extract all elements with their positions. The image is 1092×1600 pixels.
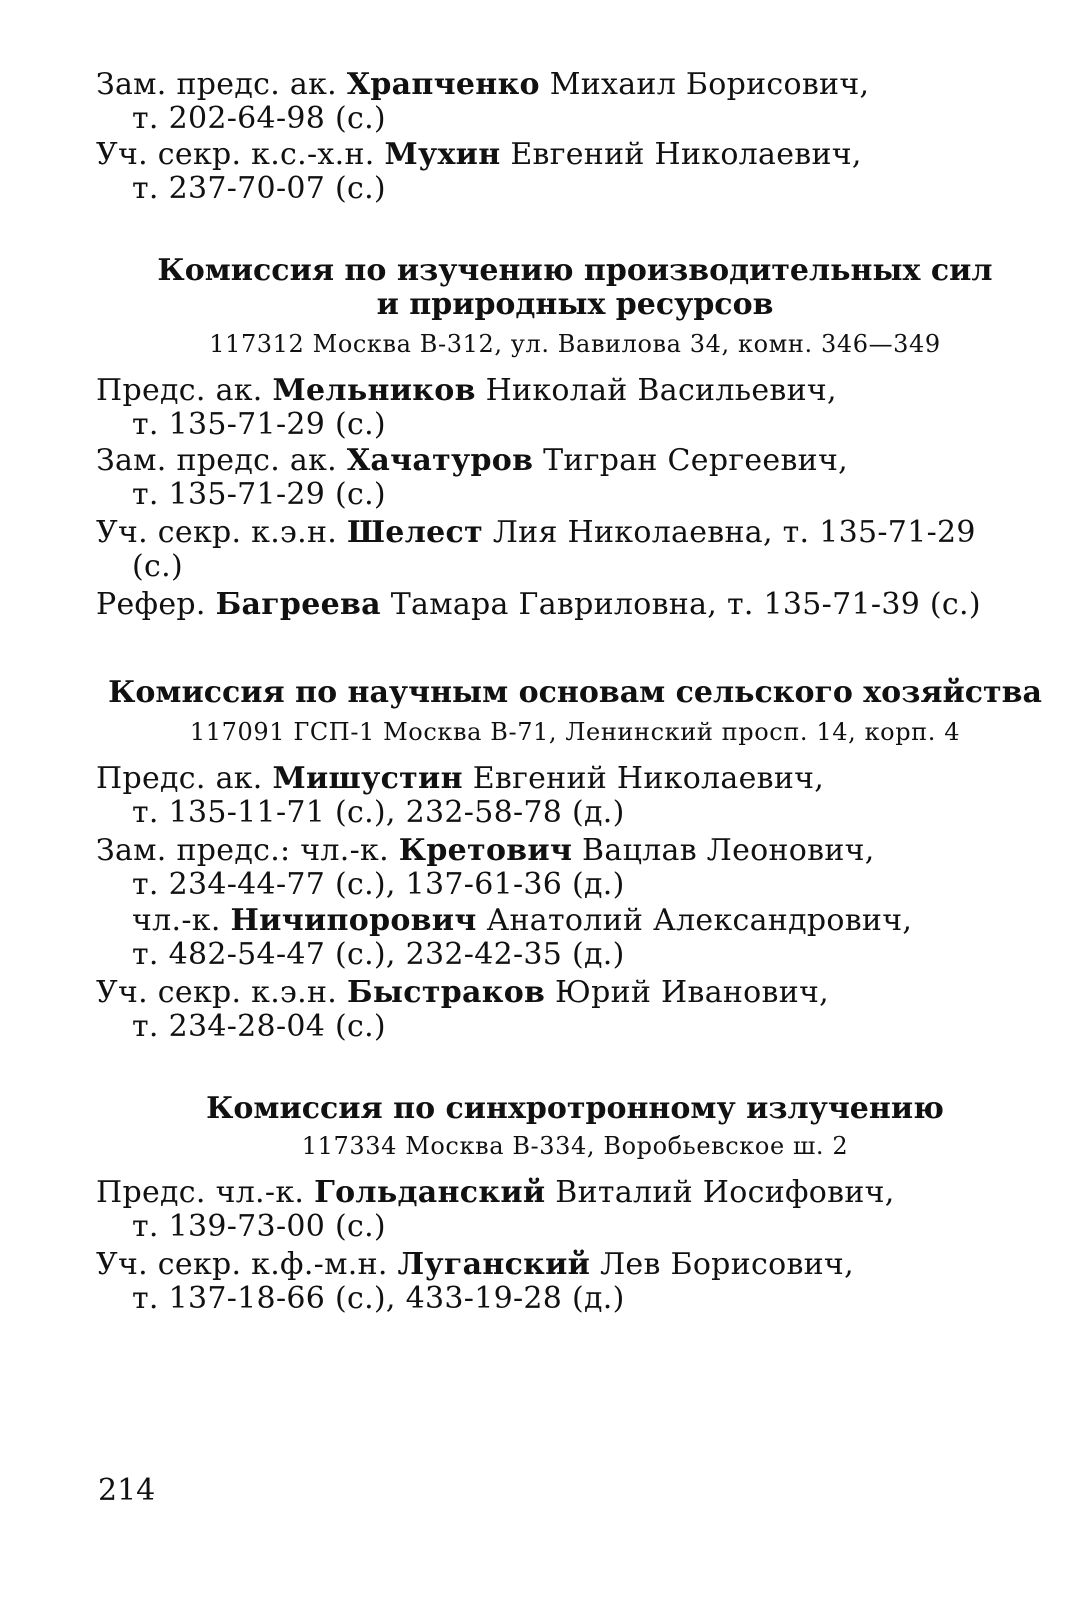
entry-name: Анатолий Александрович,	[486, 903, 913, 938]
entry-khrapchenko	[96, 68, 1056, 136]
entry-prefix: Уч. секр. к.с.-х.н.	[96, 137, 375, 172]
entry-prefix: Предс. чл.-к.	[96, 1175, 305, 1210]
entry-name: Лия Николаевна, т. 135-71-29	[492, 515, 976, 550]
entry-surname: Кретович	[398, 833, 573, 868]
entry-name: Михаил Борисович,	[549, 67, 870, 102]
entry-lugansky	[96, 1248, 1056, 1316]
section-address: 117334 Москва В-334, Воробьевское ш. 2	[301, 1132, 849, 1160]
entry-name: Вацлав Леонович,	[582, 833, 875, 868]
entry-name: Николай Васильевич,	[485, 373, 837, 408]
entry-surname: Мишустин	[272, 761, 463, 796]
page-number: 214	[98, 1473, 156, 1508]
entry-goldansky	[96, 1176, 1056, 1244]
entry-mukhin	[96, 138, 1056, 206]
section-heading-agriculture: Комиссия по научным основам сельского хозяйства	[108, 675, 1042, 710]
entry-surname: Мухин	[384, 137, 501, 172]
entry-phone: т. 135-11-71 (с.), 232-58-78 (д.)	[132, 795, 625, 830]
entry-phone: т. 234-44-77 (с.), 137-61-36 (д.)	[132, 867, 625, 902]
entry-surname: Быстраков	[346, 975, 546, 1010]
entry-surname: Мельников	[272, 373, 476, 408]
entry-phone: т. 482-54-47 (с.), 232-42-35 (д.)	[132, 937, 625, 972]
entry-prefix: Уч. секр. к.ф.-м.н.	[96, 1247, 388, 1282]
entry-name: Тамара Гавриловна, т. 135-71-39 (с.)	[390, 587, 981, 622]
entry-surname: Луганский	[397, 1247, 591, 1282]
entry-nichiporovich	[132, 904, 1056, 972]
entry-prefix: Зам. предс.: чл.-к.	[96, 833, 389, 868]
entry-prefix: Предс. ак.	[96, 761, 263, 796]
entry-prefix: Уч. секр. к.э.н.	[96, 975, 338, 1010]
entry-phone: т. 137-18-66 (с.), 433-19-28 (д.)	[132, 1281, 625, 1316]
entry-name: Евгений Николаевич,	[510, 137, 862, 172]
entry-melnikov	[96, 374, 1056, 442]
entry-name: Тигран Сергеевич,	[543, 443, 848, 478]
heading-line: Комиссия по изучению производительных сил	[157, 253, 993, 288]
entry-phone: т. 135-71-29 (с.)	[132, 477, 386, 512]
entry-phone: т. 135-71-29 (с.)	[132, 407, 386, 442]
entry-kretovich	[96, 834, 1056, 902]
entry-khachaturov	[96, 444, 1056, 512]
entry-prefix: Рефер.	[96, 587, 206, 622]
entry-phone: т. 202-64-98 (с.)	[132, 101, 386, 136]
section-heading-synchrotron: Комиссия по синхротронному излучению	[206, 1091, 944, 1126]
entry-phone: т. 237-70-07 (с.)	[132, 171, 386, 206]
entry-name: Виталий Иосифович,	[555, 1175, 895, 1210]
entry-shelest	[96, 516, 1056, 584]
heading-line: и природных ресурсов	[376, 287, 774, 322]
entry-bagreeva	[96, 588, 1056, 622]
section-address: 117312 Москва В-312, ул. Вавилова 34, комн. 346—349	[209, 330, 941, 358]
section-address: 117091 ГСП-1 Москва В-71, Ленинский просп. 14, корп. 4	[189, 718, 961, 746]
entry-mishustin	[96, 762, 1056, 830]
entry-prefix: Зам. предс. ак.	[96, 67, 337, 102]
entry-surname: Багреева	[215, 587, 381, 622]
entry-name: Евгений Николаевич,	[472, 761, 825, 796]
entry-phone: (с.)	[132, 549, 183, 584]
entry-surname: Гольданский	[314, 1175, 546, 1210]
entry-phone: т. 234-28-04 (с.)	[132, 1009, 386, 1044]
entry-surname: Хачатуров	[346, 443, 534, 478]
entry-bystrakov	[96, 976, 1056, 1044]
entry-prefix: Уч. секр. к.э.н.	[96, 515, 338, 550]
entry-name: Лев Борисович,	[600, 1247, 854, 1282]
entry-surname: Ничипорович	[230, 903, 477, 938]
entry-name: Юрий Иванович,	[555, 975, 829, 1010]
entry-surname: Храпченко	[346, 67, 540, 102]
entry-surname: Шелест	[346, 515, 483, 550]
entry-prefix: Предс. ак.	[96, 373, 263, 408]
entry-phone: т. 139-73-00 (с.)	[132, 1209, 386, 1244]
entry-prefix: Зам. предс. ак.	[96, 443, 337, 478]
entry-prefix: чл.-к.	[132, 903, 221, 938]
section-heading-productive-forces	[90, 254, 1060, 322]
